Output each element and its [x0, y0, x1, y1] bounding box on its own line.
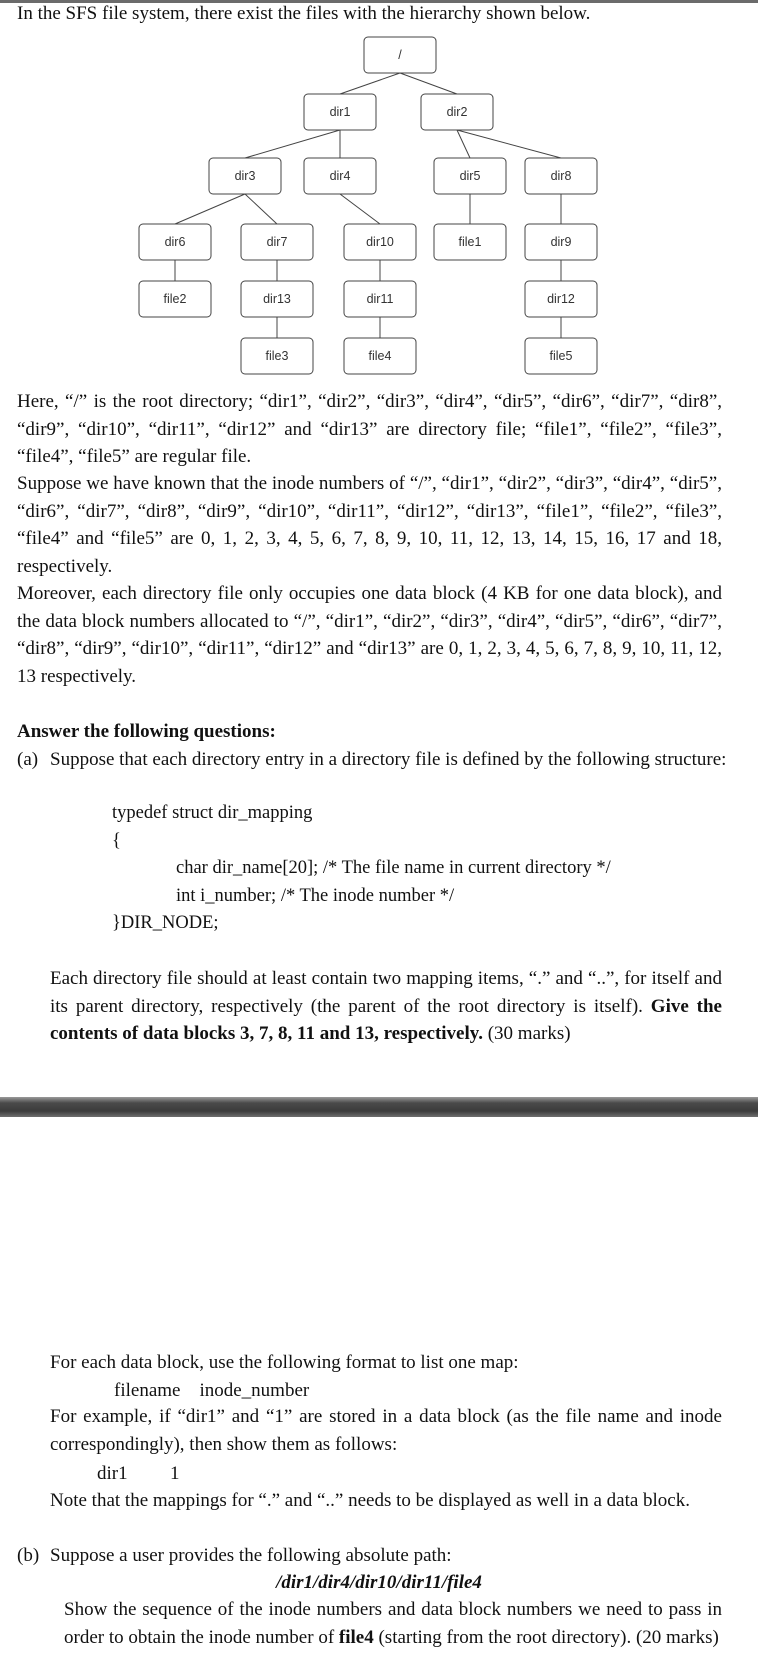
tree-node-file3	[241, 338, 313, 374]
tree-node-label: /	[398, 48, 402, 62]
question-a-task: Give the contents of data blocks 3, 7, 8, 11 and 13, respectively.	[50, 995, 722, 1044]
question-a-label: (a)	[17, 749, 39, 770]
question-a-instructions-text: Each directory file should at least contain two mapping items, “.” and “..”, for itself and its parent directory, respectively (the parent of the root directory is itself).	[50, 968, 722, 1017]
tree-node-dir13	[241, 281, 313, 317]
tree-node-dir3	[209, 158, 281, 194]
question-a-text: Suppose that each directory entry in a directory file is defined by the following structure:	[50, 749, 727, 770]
code-line-typedef: typedef struct dir_mapping	[112, 803, 313, 823]
question-a-marks: (30 marks)	[487, 1023, 571, 1044]
question-b-target-file: file4	[338, 1626, 374, 1648]
tree-node-file2	[139, 281, 211, 317]
questions-heading: Answer the following questions:	[17, 721, 276, 742]
tree-node-file4	[344, 338, 416, 374]
tree-node-label: file5	[549, 349, 573, 363]
tree-node-dir8	[525, 158, 597, 194]
question-b-path: /dir1/dir4/dir10/dir11/file4	[276, 1572, 482, 1593]
tree-node-label: dir9	[550, 235, 572, 249]
tree-edge-root-dir1	[340, 73, 400, 94]
tree-edge-dir3-dir6	[175, 194, 245, 224]
tree-node-label: dir5	[459, 169, 481, 183]
intro-text: In the SFS file system, there exist the files with the hierarchy shown below.	[17, 3, 591, 24]
tree-node-label: file3	[265, 349, 289, 363]
tree-edge-dir3-dir7	[245, 194, 277, 224]
format-intro: For each data block, use the following format to list one map:	[50, 1352, 519, 1373]
tree-node-label: file4	[368, 349, 392, 363]
tree-edge-root-dir2	[400, 73, 457, 94]
tree-node-label: dir2	[446, 105, 468, 119]
question-b-instructions	[64, 1596, 722, 1651]
format-columns: filename inode_number	[114, 1380, 310, 1401]
paragraph-data-blocks: Moreover, each directory file only occupies one data block (4 KB for one data block), and the data block numbers allocated to “/”, “dir1”, “dir2”, “dir3”, “dir4”, “dir5”, “dir6”, “dir7”, “dir8”, “dir9”, “dir10”, “dir11”, “dir12” and “dir13” are 0, 1, 2, 3, 4, 5, 6, 7, 8, 9, 10, 11, 12, 13 respectively.	[17, 583, 722, 687]
example-text: For example, if “dir1” and “1” are stored in a data block (as the file name and inode correspondingly), then show them as follows:	[50, 1406, 722, 1455]
paragraph-definitions: Here, “/” is the root directory; “dir1”, “dir2”, “dir3”, “dir4”, “dir5”, “dir6”, “dir7”, “dir8”, “dir9”, “dir10”, “dir11”, “dir12” and “dir13” are directory file; “file1”, “file2”, “file3”, “file4”, “file5” are regular file.	[17, 391, 722, 467]
question-b-text: Suppose a user provides the following absolute path:	[50, 1545, 452, 1566]
tree-node-dir11	[344, 281, 416, 317]
tree-node-label: dir6	[164, 235, 186, 249]
tree-node-dir4	[304, 158, 376, 194]
tree-node-dir6	[139, 224, 211, 260]
tree-node-label: dir4	[329, 169, 351, 183]
note-text: Note that the mappings for “.” and “..” needs to be displayed as well in a data block.	[50, 1490, 690, 1511]
tree-node-label: dir1	[329, 105, 351, 119]
question-b-marks: (starting from the root directory). (20 marks)	[378, 1626, 719, 1648]
file-hierarchy-diagram	[0, 30, 758, 380]
example-filename: dir1	[97, 1463, 128, 1484]
tree-node-file5	[525, 338, 597, 374]
tree-node-label: dir7	[266, 235, 288, 249]
tree-node-label: dir8	[550, 169, 572, 183]
tree-node-dir7	[241, 224, 313, 260]
tree-node-dir12	[525, 281, 597, 317]
code-line-close: }DIR_NODE;	[112, 913, 219, 933]
tree-node-label: dir13	[263, 292, 291, 306]
tree-node-dir9	[525, 224, 597, 260]
tree-edge-dir2-dir8	[457, 130, 561, 158]
tree-node-label: dir3	[234, 169, 256, 183]
tree-edge-dir2-dir5	[457, 130, 470, 158]
code-line-dir-name: char dir_name[20]; /* The file name in current directory */	[176, 858, 611, 878]
tree-node-label: file2	[163, 292, 187, 306]
question-b-label: (b)	[17, 1545, 40, 1566]
tree-node-root	[364, 37, 436, 73]
tree-node-label: dir11	[366, 292, 394, 306]
question-a-instructions	[50, 965, 722, 1048]
tree-node-file1	[434, 224, 506, 260]
tree-node-label: file1	[458, 235, 482, 249]
tree-node-label: dir10	[366, 235, 394, 249]
code-line-open-brace: {	[112, 831, 121, 851]
question-b-instructions-text: Show the sequence of the inode numbers and data block numbers we need to pass in order to obtain the inode number of	[64, 1599, 722, 1648]
tree-edge-dir1-dir3	[245, 130, 340, 158]
tree-node-dir1	[304, 94, 376, 130]
code-line-i-number: int i_number; /* The inode number */	[176, 886, 455, 906]
tree-node-dir2	[421, 94, 493, 130]
tree-node-dir10	[344, 224, 416, 260]
tree-edge-dir4-dir10	[340, 194, 380, 224]
tree-node-label: dir12	[547, 292, 575, 306]
paragraph-inode-numbers: Suppose we have known that the inode numbers of “/”, “dir1”, “dir2”, “dir3”, “dir4”, “dir5”, “dir6”, “dir7”, “dir8”, “dir9”, “dir10”, “dir11”, “dir12”, “dir13”, “file1”, “file2”, “file3”, “file4” and “file5” are 0, 1, 2, 3, 4, 5, 6, 7, 8, 9, 10, 11, 12, 13, 14, 15, 16, 17 and 18, respectively.	[17, 473, 722, 577]
example-inode: 1	[170, 1463, 180, 1484]
page-divider	[0, 1097, 758, 1117]
tree-node-dir5	[434, 158, 506, 194]
